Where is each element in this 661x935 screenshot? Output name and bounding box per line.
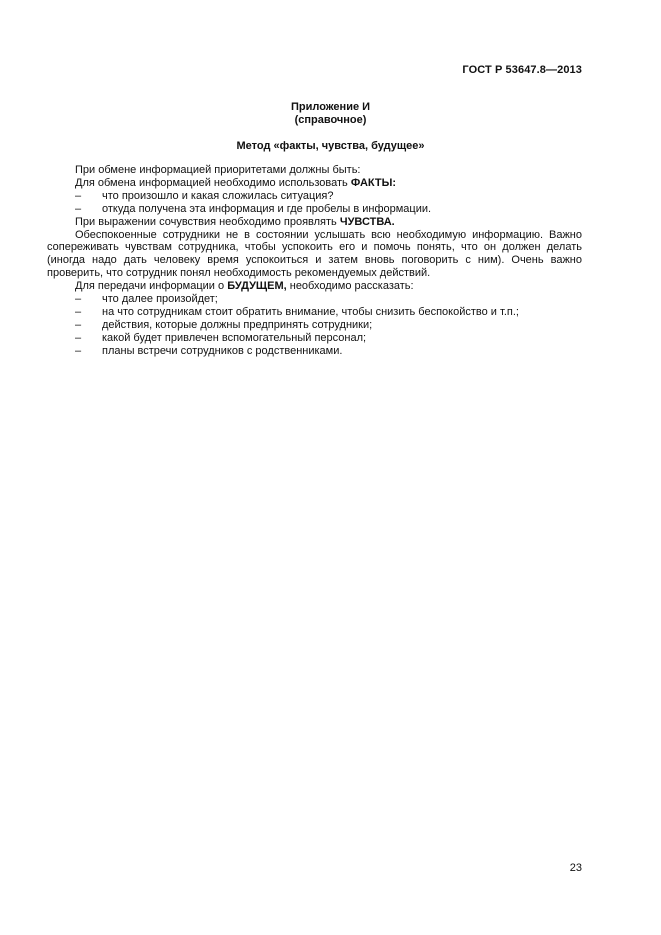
page-number: 23 bbox=[569, 862, 582, 874]
dash-bullet: – bbox=[75, 293, 82, 306]
body-text bbox=[47, 164, 582, 358]
list-item bbox=[75, 203, 582, 216]
annex-subtitle: (справочное) bbox=[294, 114, 367, 126]
list-item-text: действия, которые должны предпринять сотрудники; bbox=[102, 318, 373, 331]
list-item-text: что далее произойдет; bbox=[102, 293, 218, 306]
list-item-text: какой будет привлечен вспомогательный персонал; bbox=[102, 331, 367, 344]
paragraph-facts bbox=[75, 177, 582, 190]
future-keyword: БУДУЩЕМ, bbox=[227, 280, 287, 293]
dash-bullet: – bbox=[75, 305, 82, 318]
dash-bullet: – bbox=[75, 318, 82, 331]
list-item bbox=[75, 345, 582, 358]
list-item bbox=[75, 190, 582, 203]
list-item bbox=[75, 319, 582, 332]
dash-bullet: – bbox=[75, 331, 82, 344]
future-intro: Для передачи информации о bbox=[75, 280, 228, 293]
list-item-text: на что сотрудникам стоит обратить внимание, чтобы снизить беспокойство и т.п.; bbox=[102, 305, 519, 318]
section-title: Метод «факты, чувства, будущее» bbox=[236, 140, 425, 152]
document-code: ГОСТ Р 53647.8—2013 bbox=[462, 64, 582, 76]
feelings-keyword: ЧУВСТВА. bbox=[339, 215, 395, 228]
dash-bullet: – bbox=[75, 189, 82, 202]
annex-heading bbox=[0, 101, 661, 127]
paragraph-feelings bbox=[75, 216, 582, 229]
list-item-text: откуда получена эта информация и где пробелы в информации. bbox=[102, 202, 432, 215]
facts-intro: Для обмена информацией необходимо использовать bbox=[75, 176, 351, 189]
list-item bbox=[75, 306, 582, 319]
dash-bullet: – bbox=[75, 344, 82, 357]
paragraph-future bbox=[75, 280, 582, 293]
list-item-text: что произошло и какая сложилась ситуация? bbox=[102, 189, 334, 202]
annex-title: Приложение И bbox=[290, 101, 371, 113]
dash-bullet: – bbox=[75, 202, 82, 215]
list-item bbox=[75, 293, 582, 306]
facts-keyword: ФАКТЫ: bbox=[350, 176, 397, 189]
feelings-intro: При выражении сочувствия необходимо проявлять bbox=[75, 215, 340, 228]
paragraph-empathy: Обеспокоенные сотрудники не в состоянии услышать всю необходимую информацию. Важно сопереживать чувствам сотрудника, чтобы успокоить его и помочь понять, что он должен делать (иногда надо дать человеку время успокоиться и затем вновь поговорить с ним). Очень важно проверить, что сотрудник понял необходимость рекомендуемых действий. bbox=[47, 228, 582, 280]
future-outro: необходимо рассказать: bbox=[286, 280, 414, 293]
list-item-text: планы встречи сотрудников с родственниками. bbox=[102, 344, 343, 357]
paragraph-priorities: При обмене информацией приоритетами должны быть: bbox=[75, 164, 361, 176]
list-item bbox=[75, 332, 582, 345]
